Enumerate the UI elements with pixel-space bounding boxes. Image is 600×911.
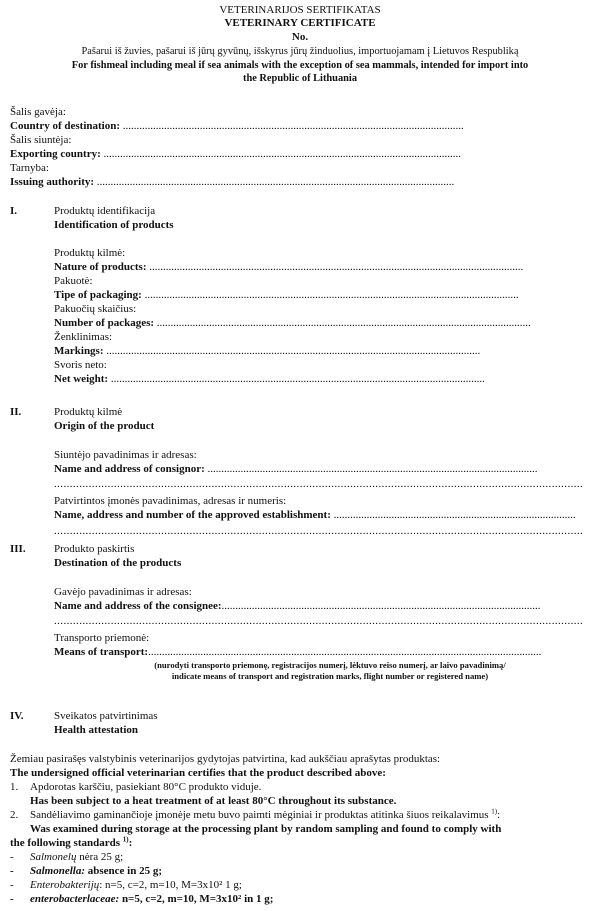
- item2-en-line2: [10, 837, 132, 850]
- destination-label-lt: Šalis gavėja:: [10, 106, 66, 118]
- packages-label-en: Number of packages:: [54, 317, 155, 329]
- section3-title-en: Destination of the products: [54, 557, 182, 569]
- packages-dots: ........................................................................................................................................: [154, 317, 531, 329]
- exporting-field[interactable]: [10, 148, 596, 161]
- std4-line: [30, 893, 273, 906]
- consignee-label-en: Name and address of the consignee:: [54, 600, 222, 612]
- std2-line: [30, 865, 162, 878]
- destination-field[interactable]: [10, 120, 596, 133]
- markings-field[interactable]: [54, 345, 596, 358]
- transport-label-lt: Transporto priemonė:: [54, 632, 150, 644]
- establishment-extra-line[interactable]: ........................................................................................................................................................................: [54, 525, 584, 537]
- transport-dots: ...............................................................................................................................................: [148, 646, 542, 658]
- section2-title-lt: Produktų kilmė: [54, 406, 123, 418]
- establishment-label-lt: Patvirtintos įmonės pavadinimas, adresas ir numeris:: [54, 495, 287, 507]
- section1-title-lt: Produktų identifikacija: [54, 205, 156, 217]
- std3-name: Enterobakterijų: [30, 879, 100, 891]
- nature-dots: ........................................................................................................................................: [146, 261, 524, 273]
- std2-name: Salmonella:: [30, 865, 86, 877]
- section1-title-en: Identification of products: [54, 219, 174, 231]
- section2-number: II.: [10, 406, 22, 418]
- destination-dots: ............................................................................................................................: [120, 120, 464, 132]
- std4-bullet: -: [10, 893, 14, 905]
- std1-line: [30, 851, 123, 864]
- title-en: VETERINARY CERTIFICATE: [224, 17, 376, 29]
- exporting-label-lt: Šalis siuntėja:: [10, 134, 72, 146]
- item2-lt: [30, 809, 500, 822]
- authority-dots: ..................................................................................................................................: [94, 176, 455, 188]
- weight-dots: ........................................................................................................................................: [108, 373, 485, 385]
- scope-en-line1: For fishmeal including meal if sea animals with the exception of sea mammals, intended for import into: [71, 60, 529, 71]
- packaging-label-lt: Pakuotė:: [54, 275, 93, 287]
- authority-label-en: Issuing authority:: [10, 176, 95, 188]
- nature-field[interactable]: [54, 261, 596, 274]
- std3-line: [30, 879, 242, 892]
- consignor-label-en: Name and address of consignor:: [54, 463, 205, 475]
- attestation-intro-lt: Žemiau pasirašęs valstybinis veterinarijos gydytojas patvirtina, kad aukščiau aprašytas produktas:: [10, 753, 441, 765]
- nature-label-lt: Produktų kilmė:: [54, 247, 126, 259]
- nature-label-en: Nature of products:: [54, 261, 147, 273]
- title-lt: VETERINARIJOS SERTIFIKATAS: [219, 4, 381, 16]
- std1-name: Salmonelų: [30, 851, 77, 863]
- weight-label-en: Net weight:: [54, 373, 109, 385]
- scope-en-line2: the Republic of Lithuania: [242, 73, 358, 84]
- transport-label-en: Means of transport:: [54, 646, 149, 658]
- item1-number: 1.: [10, 781, 19, 793]
- transport-field[interactable]: [54, 646, 596, 659]
- attestation-intro-en: The undersigned official veterinarian certifies that the product described above:: [10, 767, 386, 779]
- transport-note-lt: (nurodyti transporto priemonę, registracijos numerį, lėktuvo reiso numerį, ar laivo pavadinimą/: [154, 660, 506, 670]
- scope-lt: Pašarui iš žuvies, pašarui iš jūrų gyvūnų, išskyrus jūrų žinduolius, importuojamam į Lietuvos Respubliką: [81, 46, 519, 57]
- establishment-label-en: Name, address and number of the approved establishment:: [54, 509, 331, 521]
- authority-field[interactable]: [10, 176, 596, 189]
- markings-label-en: Markings:: [54, 345, 104, 357]
- section4-number: IV.: [10, 710, 24, 722]
- exporting-label-en: Exporting country:: [10, 148, 101, 160]
- consignee-field[interactable]: [54, 600, 596, 613]
- packages-field[interactable]: [54, 317, 596, 330]
- std3-bullet: -: [10, 879, 14, 891]
- consignor-extra-line[interactable]: ........................................................................................................................................................................: [54, 478, 584, 490]
- certificate-number: No.: [291, 31, 309, 43]
- item2-lt-text: Sandėliavimo gaminančioje įmonėje metu buvo paimti mėginiai ir produktas atitinka šiuos reikalavimus: [30, 809, 489, 821]
- section1-number: I.: [10, 205, 18, 217]
- consignor-field[interactable]: [54, 463, 596, 476]
- std1-rest: nėra 25 g;: [76, 851, 124, 863]
- section2-title-en: Origin of the product: [54, 420, 155, 432]
- item2-number: 2.: [10, 809, 19, 821]
- markings-dots: ........................................................................................................................................: [103, 345, 481, 357]
- consignee-label-lt: Gavėjo pavadinimas ir adresas:: [54, 586, 192, 598]
- establishment-field[interactable]: [54, 509, 596, 522]
- item2-en-text: the following standards: [10, 837, 121, 849]
- std1-bullet: -: [10, 851, 14, 863]
- item2-en-footnote: 1): [122, 835, 129, 844]
- packaging-label-en: Tipe of packaging:: [54, 289, 142, 301]
- establishment-dots: ........................................................................................: [330, 509, 576, 521]
- item2-en-line1: Was examined during storage at the processing plant by random sampling and found to comply with: [30, 823, 502, 835]
- section3-number: III.: [10, 543, 26, 555]
- std3-rest: : n=5, c=2, m=10, M=3x10² 1 g;: [99, 879, 242, 891]
- consignor-dots: ........................................................................................................................: [204, 463, 538, 475]
- section4-title-lt: Sveikatos patvirtinimas: [54, 710, 158, 722]
- consignor-label-lt: Siuntėjo pavadinimas ir adresas:: [54, 449, 197, 461]
- packaging-dots: ........................................................................................................................................: [141, 289, 519, 301]
- std4-name: enterobacterlaceae:: [30, 893, 120, 905]
- packaging-field[interactable]: [54, 289, 596, 302]
- section3-title-lt: Produkto paskirtis: [54, 543, 135, 555]
- item2-lt-footnote: 1): [491, 807, 498, 816]
- weight-field[interactable]: [54, 373, 596, 386]
- transport-note-en: indicate means of transport and registration marks, flight number or registered name): [171, 671, 489, 681]
- exporting-dots: ..................................................................................................................................: [100, 148, 461, 160]
- section4-title-en: Health attestation: [54, 724, 139, 736]
- markings-label-lt: Ženklinimas:: [54, 331, 113, 343]
- item2-en-colon: :: [128, 837, 133, 849]
- authority-label-lt: Tarnyba:: [10, 162, 49, 174]
- consignee-dots: ....................................................................................................................: [221, 600, 541, 612]
- packages-label-lt: Pakuočių skaičius:: [54, 303, 137, 315]
- item1-en: Has been subject to a heat treatment of at least 80°C throughout its substance.: [30, 795, 397, 807]
- consignee-extra-line[interactable]: ........................................................................................................................................................................: [54, 615, 584, 627]
- std4-rest: n=5, c=2, m=10, M=3x10² in 1 g;: [119, 893, 274, 905]
- destination-label-en: Country of destination:: [10, 120, 121, 132]
- item2-lt-colon: :: [497, 809, 501, 821]
- item1-lt: Apdorotas karščiu, pasiekiant 80°C produkto viduje.: [30, 781, 262, 793]
- std2-bullet: -: [10, 865, 14, 877]
- std2-rest: absence in 25 g;: [85, 865, 163, 877]
- weight-label-lt: Svoris neto:: [54, 359, 107, 371]
